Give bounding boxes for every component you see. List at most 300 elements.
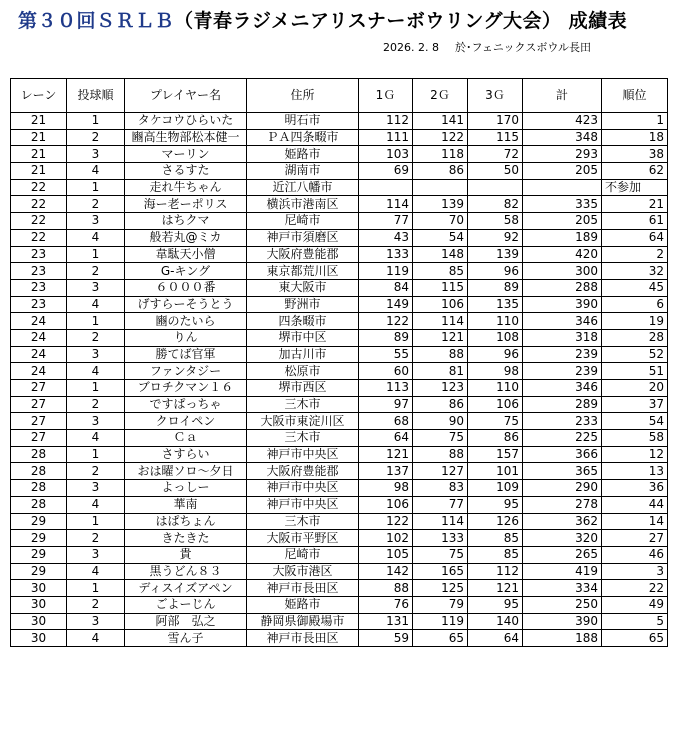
address-cell: 松原市 bbox=[247, 363, 359, 380]
player-cell: 勝てば官軍 bbox=[125, 346, 247, 363]
lane-cell: 22 bbox=[11, 229, 67, 246]
address-cell: 大阪市東淀川区 bbox=[247, 413, 359, 430]
lane-cell: 28 bbox=[11, 480, 67, 497]
address-cell: 神戸市中央区 bbox=[247, 480, 359, 497]
rank-cell: 45 bbox=[602, 279, 668, 296]
table-row bbox=[11, 546, 668, 563]
lane-cell: 24 bbox=[11, 313, 67, 330]
game1-cell: 77 bbox=[359, 213, 413, 230]
game2-cell bbox=[413, 179, 468, 196]
game1-cell: 142 bbox=[359, 563, 413, 580]
lane-cell: 23 bbox=[11, 246, 67, 263]
total-cell: 366 bbox=[523, 446, 602, 463]
address-cell: 東京都荒川区 bbox=[247, 263, 359, 280]
lane-cell: 24 bbox=[11, 346, 67, 363]
total-cell: 320 bbox=[523, 530, 602, 547]
rank-cell: 36 bbox=[602, 480, 668, 497]
total-cell: 419 bbox=[523, 563, 602, 580]
total-cell: 289 bbox=[523, 396, 602, 413]
game2-cell: 122 bbox=[413, 129, 468, 146]
game1-cell: 106 bbox=[359, 496, 413, 513]
lane-cell: 21 bbox=[11, 129, 67, 146]
game1-cell: 133 bbox=[359, 246, 413, 263]
rank-cell: 14 bbox=[602, 513, 668, 530]
order-cell: 1 bbox=[67, 113, 125, 130]
header-game1: 1Ｇ bbox=[359, 79, 413, 113]
event-date: 2026. 2. 8 bbox=[383, 41, 439, 54]
address-cell: 大阪府豊能郡 bbox=[247, 463, 359, 480]
header-order: 投球順 bbox=[67, 79, 125, 113]
game2-cell: 85 bbox=[413, 263, 468, 280]
total-cell: 390 bbox=[523, 613, 602, 630]
total-cell: 318 bbox=[523, 329, 602, 346]
table-row bbox=[11, 630, 668, 647]
game2-cell: 83 bbox=[413, 480, 468, 497]
game1-cell bbox=[359, 179, 413, 196]
player-cell: ディスイズアペン bbox=[125, 580, 247, 597]
total-cell: 290 bbox=[523, 480, 602, 497]
game1-cell: 111 bbox=[359, 129, 413, 146]
game1-cell: 122 bbox=[359, 313, 413, 330]
game1-cell: 55 bbox=[359, 346, 413, 363]
table-row bbox=[11, 580, 668, 597]
game2-cell: 79 bbox=[413, 596, 468, 613]
game1-cell: 59 bbox=[359, 630, 413, 647]
address-cell: 尼崎市 bbox=[247, 546, 359, 563]
lane-cell: 30 bbox=[11, 613, 67, 630]
order-cell: 2 bbox=[67, 530, 125, 547]
game1-cell: 114 bbox=[359, 196, 413, 213]
address-cell: 明石市 bbox=[247, 113, 359, 130]
address-cell: 三木市 bbox=[247, 430, 359, 447]
table-row bbox=[11, 246, 668, 263]
results-table bbox=[10, 78, 668, 647]
rank-cell: 6 bbox=[602, 296, 668, 313]
game2-cell: 119 bbox=[413, 613, 468, 630]
table-row bbox=[11, 496, 668, 513]
game1-cell: 149 bbox=[359, 296, 413, 313]
order-cell: 4 bbox=[67, 363, 125, 380]
rank-cell: 64 bbox=[602, 229, 668, 246]
rank-cell: 13 bbox=[602, 463, 668, 480]
table-row bbox=[11, 329, 668, 346]
event-venue: 於･フェニックスボウル長田 bbox=[454, 41, 592, 54]
game2-cell: 123 bbox=[413, 380, 468, 397]
table-row bbox=[11, 213, 668, 230]
order-cell: 3 bbox=[67, 146, 125, 163]
game1-cell: 88 bbox=[359, 580, 413, 597]
order-cell: 3 bbox=[67, 480, 125, 497]
order-cell: 4 bbox=[67, 163, 125, 180]
table-row bbox=[11, 613, 668, 630]
rank-cell: 27 bbox=[602, 530, 668, 547]
rank-cell: 38 bbox=[602, 146, 668, 163]
game3-cell: 121 bbox=[468, 580, 523, 597]
total-cell: 335 bbox=[523, 196, 602, 213]
header-player: プレイヤー名 bbox=[125, 79, 247, 113]
game3-cell: 92 bbox=[468, 229, 523, 246]
title-subtitle: （青春ラジメニアリスナーボウリング大会） bbox=[174, 10, 562, 32]
address-cell: 堺市中区 bbox=[247, 329, 359, 346]
game1-cell: 76 bbox=[359, 596, 413, 613]
total-cell: 423 bbox=[523, 113, 602, 130]
game3-cell: 95 bbox=[468, 496, 523, 513]
order-cell: 1 bbox=[67, 179, 125, 196]
table-row bbox=[11, 380, 668, 397]
address-cell: 堺市西区 bbox=[247, 380, 359, 397]
rank-cell: 52 bbox=[602, 346, 668, 363]
game1-cell: 103 bbox=[359, 146, 413, 163]
rank-cell: 20 bbox=[602, 380, 668, 397]
player-cell: よっしー bbox=[125, 480, 247, 497]
game2-cell: 114 bbox=[413, 313, 468, 330]
player-cell: はちクマ bbox=[125, 213, 247, 230]
game1-cell: 102 bbox=[359, 530, 413, 547]
rank-cell: 22 bbox=[602, 580, 668, 597]
order-cell: 3 bbox=[67, 413, 125, 430]
game1-cell: 60 bbox=[359, 363, 413, 380]
total-cell: 189 bbox=[523, 229, 602, 246]
game3-cell: 96 bbox=[468, 346, 523, 363]
game1-cell: 43 bbox=[359, 229, 413, 246]
total-cell: 239 bbox=[523, 363, 602, 380]
total-cell: 205 bbox=[523, 163, 602, 180]
order-cell: 3 bbox=[67, 546, 125, 563]
order-cell: 2 bbox=[67, 463, 125, 480]
table-row bbox=[11, 363, 668, 380]
order-cell: 3 bbox=[67, 279, 125, 296]
player-cell: さるすた bbox=[125, 163, 247, 180]
game2-cell: 148 bbox=[413, 246, 468, 263]
order-cell: 4 bbox=[67, 630, 125, 647]
game3-cell: 112 bbox=[468, 563, 523, 580]
game2-cell: 133 bbox=[413, 530, 468, 547]
lane-cell: 22 bbox=[11, 196, 67, 213]
player-cell: 般若丸@ミカ bbox=[125, 229, 247, 246]
address-cell: 大阪市港区 bbox=[247, 563, 359, 580]
player-cell: 阿部 弘之 bbox=[125, 613, 247, 630]
game1-cell: 122 bbox=[359, 513, 413, 530]
lane-cell: 27 bbox=[11, 413, 67, 430]
player-cell: きたきた bbox=[125, 530, 247, 547]
table-row bbox=[11, 396, 668, 413]
rank-cell: 58 bbox=[602, 430, 668, 447]
game3-cell: 85 bbox=[468, 546, 523, 563]
game2-cell: 77 bbox=[413, 496, 468, 513]
game3-cell: 157 bbox=[468, 446, 523, 463]
game2-cell: 165 bbox=[413, 563, 468, 580]
game1-cell: 84 bbox=[359, 279, 413, 296]
game3-cell: 82 bbox=[468, 196, 523, 213]
table-row bbox=[11, 563, 668, 580]
table-row bbox=[11, 229, 668, 246]
game2-cell: 115 bbox=[413, 279, 468, 296]
player-cell: 華南 bbox=[125, 496, 247, 513]
player-cell: げすらーそうとう bbox=[125, 296, 247, 313]
game3-cell: 86 bbox=[468, 430, 523, 447]
lane-cell: 28 bbox=[11, 496, 67, 513]
address-cell: 神戸市須磨区 bbox=[247, 229, 359, 246]
table-row bbox=[11, 446, 668, 463]
rank-cell: 不参加 bbox=[602, 179, 668, 196]
page-title bbox=[18, 6, 627, 33]
game3-cell: 110 bbox=[468, 380, 523, 397]
table-row bbox=[11, 463, 668, 480]
player-cell: おは曜ソロ～夕日 bbox=[125, 463, 247, 480]
table-row bbox=[11, 296, 668, 313]
game2-cell: 88 bbox=[413, 346, 468, 363]
game2-cell: 121 bbox=[413, 329, 468, 346]
order-cell: 2 bbox=[67, 263, 125, 280]
table-row bbox=[11, 129, 668, 146]
game2-cell: 127 bbox=[413, 463, 468, 480]
player-cell: さすらい bbox=[125, 446, 247, 463]
player-cell: タケコウひらいた bbox=[125, 113, 247, 130]
player-cell: 雪ん子 bbox=[125, 630, 247, 647]
order-cell: 4 bbox=[67, 430, 125, 447]
lane-cell: 21 bbox=[11, 146, 67, 163]
header-rank: 順位 bbox=[602, 79, 668, 113]
table-row bbox=[11, 146, 668, 163]
lane-cell: 22 bbox=[11, 213, 67, 230]
rank-cell: 51 bbox=[602, 363, 668, 380]
address-cell: 姫路市 bbox=[247, 146, 359, 163]
lane-cell: 24 bbox=[11, 329, 67, 346]
total-cell: 188 bbox=[523, 630, 602, 647]
address-cell: 三木市 bbox=[247, 513, 359, 530]
address-cell: 湖南市 bbox=[247, 163, 359, 180]
game3-cell: 126 bbox=[468, 513, 523, 530]
game1-cell: 121 bbox=[359, 446, 413, 463]
game3-cell bbox=[468, 179, 523, 196]
lane-cell: 29 bbox=[11, 546, 67, 563]
table-row bbox=[11, 513, 668, 530]
order-cell: 1 bbox=[67, 246, 125, 263]
header-address: 住所 bbox=[247, 79, 359, 113]
address-cell: 姫路市 bbox=[247, 596, 359, 613]
lane-cell: 27 bbox=[11, 396, 67, 413]
game2-cell: 106 bbox=[413, 296, 468, 313]
rank-cell: 37 bbox=[602, 396, 668, 413]
address-cell: 野洲市 bbox=[247, 296, 359, 313]
table-row bbox=[11, 480, 668, 497]
rank-cell: 21 bbox=[602, 196, 668, 213]
table-row bbox=[11, 430, 668, 447]
rank-cell: 54 bbox=[602, 413, 668, 430]
rank-cell: 44 bbox=[602, 496, 668, 513]
game3-cell: 98 bbox=[468, 363, 523, 380]
lane-cell: 24 bbox=[11, 363, 67, 380]
address-cell: 大阪市平野区 bbox=[247, 530, 359, 547]
address-cell: 神戸市中央区 bbox=[247, 446, 359, 463]
player-cell: Ｃａ bbox=[125, 430, 247, 447]
rank-cell: 28 bbox=[602, 329, 668, 346]
total-cell: 239 bbox=[523, 346, 602, 363]
lane-cell: 23 bbox=[11, 279, 67, 296]
game1-cell: 119 bbox=[359, 263, 413, 280]
address-cell: ＰＡ四条畷市 bbox=[247, 129, 359, 146]
total-cell: 346 bbox=[523, 313, 602, 330]
lane-cell: 30 bbox=[11, 596, 67, 613]
game3-cell: 101 bbox=[468, 463, 523, 480]
game1-cell: 113 bbox=[359, 380, 413, 397]
header-lane: レーン bbox=[11, 79, 67, 113]
table-row bbox=[11, 413, 668, 430]
total-cell: 420 bbox=[523, 246, 602, 263]
game2-cell: 114 bbox=[413, 513, 468, 530]
address-cell: 神戸市長田区 bbox=[247, 580, 359, 597]
game3-cell: 140 bbox=[468, 613, 523, 630]
table-row bbox=[11, 530, 668, 547]
address-cell: 尼崎市 bbox=[247, 213, 359, 230]
player-cell: ファンタジー bbox=[125, 363, 247, 380]
game3-cell: 170 bbox=[468, 113, 523, 130]
address-cell: 東大阪市 bbox=[247, 279, 359, 296]
game1-cell: 68 bbox=[359, 413, 413, 430]
header-total: 計 bbox=[523, 79, 602, 113]
game3-cell: 106 bbox=[468, 396, 523, 413]
game1-cell: 89 bbox=[359, 329, 413, 346]
address-cell: 神戸市長田区 bbox=[247, 630, 359, 647]
lane-cell: 23 bbox=[11, 263, 67, 280]
event-dateline bbox=[383, 39, 591, 55]
table-row bbox=[11, 113, 668, 130]
player-cell: ６０００番 bbox=[125, 279, 247, 296]
player-cell: はぱちょん bbox=[125, 513, 247, 530]
player-cell: 走れ牛ちゃん bbox=[125, 179, 247, 196]
table-row bbox=[11, 346, 668, 363]
total-cell: 346 bbox=[523, 380, 602, 397]
table-row bbox=[11, 263, 668, 280]
lane-cell: 30 bbox=[11, 630, 67, 647]
address-cell: 神戸市中央区 bbox=[247, 496, 359, 513]
game3-cell: 95 bbox=[468, 596, 523, 613]
total-cell: 288 bbox=[523, 279, 602, 296]
player-cell: ブロチクマン１６ bbox=[125, 380, 247, 397]
order-cell: 2 bbox=[67, 396, 125, 413]
rank-cell: 2 bbox=[602, 246, 668, 263]
game2-cell: 90 bbox=[413, 413, 468, 430]
game3-cell: 50 bbox=[468, 163, 523, 180]
total-cell: 365 bbox=[523, 463, 602, 480]
lane-cell: 28 bbox=[11, 463, 67, 480]
game3-cell: 89 bbox=[468, 279, 523, 296]
player-cell: 韋駄天小僧 bbox=[125, 246, 247, 263]
player-cell: 貴 bbox=[125, 546, 247, 563]
lane-cell: 21 bbox=[11, 163, 67, 180]
game2-cell: 81 bbox=[413, 363, 468, 380]
game2-cell: 86 bbox=[413, 163, 468, 180]
order-cell: 2 bbox=[67, 596, 125, 613]
player-cell: りん bbox=[125, 329, 247, 346]
lane-cell: 23 bbox=[11, 296, 67, 313]
table-row bbox=[11, 596, 668, 613]
game3-cell: 110 bbox=[468, 313, 523, 330]
player-cell: ですぱっちゃ bbox=[125, 396, 247, 413]
lane-cell: 29 bbox=[11, 563, 67, 580]
total-cell: 205 bbox=[523, 213, 602, 230]
game3-cell: 58 bbox=[468, 213, 523, 230]
game3-cell: 75 bbox=[468, 413, 523, 430]
game2-cell: 88 bbox=[413, 446, 468, 463]
player-cell: 豳高生物部松本健一 bbox=[125, 129, 247, 146]
order-cell: 4 bbox=[67, 229, 125, 246]
rank-cell: 1 bbox=[602, 113, 668, 130]
player-cell: G-キング bbox=[125, 263, 247, 280]
order-cell: 1 bbox=[67, 313, 125, 330]
game2-cell: 54 bbox=[413, 229, 468, 246]
address-cell: 横浜市港南区 bbox=[247, 196, 359, 213]
rank-cell: 18 bbox=[602, 129, 668, 146]
total-cell: 265 bbox=[523, 546, 602, 563]
order-cell: 2 bbox=[67, 329, 125, 346]
address-cell: 静岡県御殿場市 bbox=[247, 613, 359, 630]
table-row bbox=[11, 196, 668, 213]
game1-cell: 64 bbox=[359, 430, 413, 447]
game3-cell: 115 bbox=[468, 129, 523, 146]
game2-cell: 125 bbox=[413, 580, 468, 597]
table-row bbox=[11, 163, 668, 180]
rank-cell: 32 bbox=[602, 263, 668, 280]
address-cell: 加古川市 bbox=[247, 346, 359, 363]
table-row bbox=[11, 279, 668, 296]
rank-cell: 61 bbox=[602, 213, 668, 230]
total-cell: 362 bbox=[523, 513, 602, 530]
game1-cell: 105 bbox=[359, 546, 413, 563]
header-game3: 3Ｇ bbox=[468, 79, 523, 113]
total-cell: 390 bbox=[523, 296, 602, 313]
total-cell: 225 bbox=[523, 430, 602, 447]
table-row bbox=[11, 179, 668, 196]
game1-cell: 131 bbox=[359, 613, 413, 630]
table-row bbox=[11, 313, 668, 330]
game3-cell: 109 bbox=[468, 480, 523, 497]
title-tail: 成績表 bbox=[568, 10, 628, 32]
game2-cell: 118 bbox=[413, 146, 468, 163]
game1-cell: 98 bbox=[359, 480, 413, 497]
game3-cell: 135 bbox=[468, 296, 523, 313]
address-cell: 大阪府豊能郡 bbox=[247, 246, 359, 263]
game3-cell: 64 bbox=[468, 630, 523, 647]
game1-cell: 69 bbox=[359, 163, 413, 180]
order-cell: 4 bbox=[67, 563, 125, 580]
rank-cell: 62 bbox=[602, 163, 668, 180]
address-cell: 三木市 bbox=[247, 396, 359, 413]
player-cell: マーリン bbox=[125, 146, 247, 163]
rank-cell: 3 bbox=[602, 563, 668, 580]
order-cell: 3 bbox=[67, 213, 125, 230]
game2-cell: 141 bbox=[413, 113, 468, 130]
order-cell: 1 bbox=[67, 380, 125, 397]
total-cell: 300 bbox=[523, 263, 602, 280]
lane-cell: 27 bbox=[11, 430, 67, 447]
order-cell: 4 bbox=[67, 296, 125, 313]
total-cell: 250 bbox=[523, 596, 602, 613]
total-cell bbox=[523, 179, 602, 196]
game1-cell: 137 bbox=[359, 463, 413, 480]
rank-cell: 12 bbox=[602, 446, 668, 463]
total-cell: 293 bbox=[523, 146, 602, 163]
game2-cell: 75 bbox=[413, 430, 468, 447]
order-cell: 2 bbox=[67, 129, 125, 146]
game3-cell: 85 bbox=[468, 530, 523, 547]
order-cell: 4 bbox=[67, 496, 125, 513]
order-cell: 3 bbox=[67, 613, 125, 630]
title-main: 第３０回ＳＲＬＢ bbox=[18, 10, 175, 32]
total-cell: 278 bbox=[523, 496, 602, 513]
player-cell: 黒うどん８３ bbox=[125, 563, 247, 580]
total-cell: 233 bbox=[523, 413, 602, 430]
